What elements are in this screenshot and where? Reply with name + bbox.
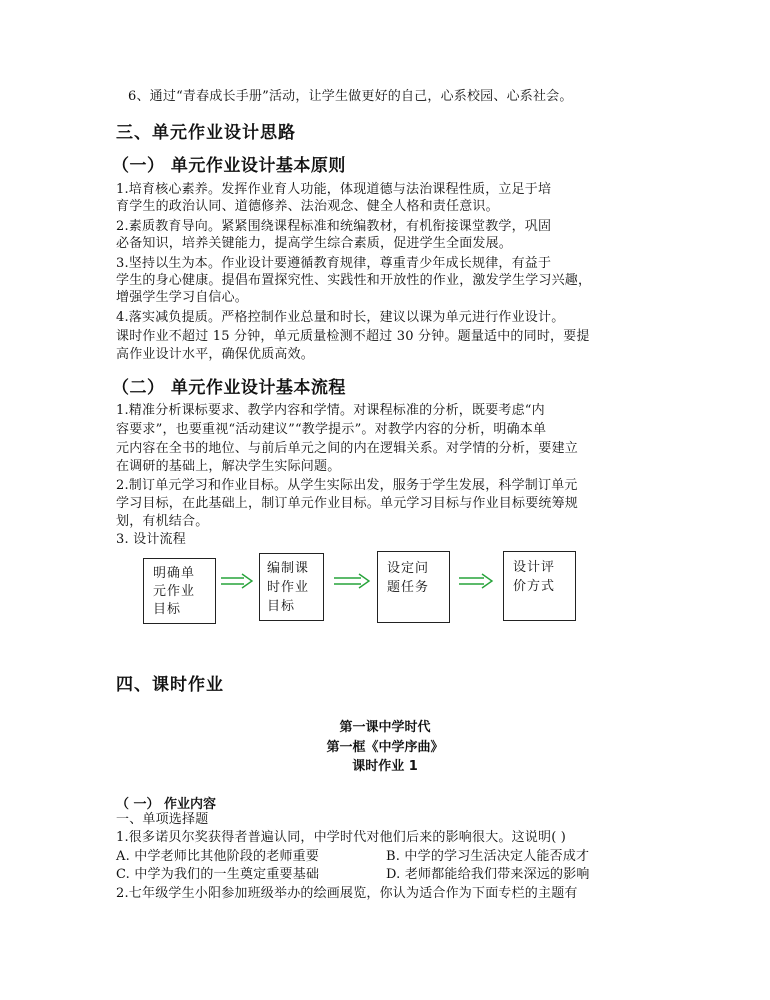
content-heading: （ 一） 作业内容 — [116, 797, 217, 812]
principle-line: 4.落实减负提质。严格控制作业总量和时长，建议以课为单元进行作业设计。 — [116, 310, 565, 325]
question-2: 2.七年级学生小阳参加班级举办的绘画展览，你认为适合作为下面专栏的主题有 — [116, 886, 578, 901]
question-1: 1.很多诺贝尔奖获得者普遍认同，中学时代对他们后来的影响很大。这说明( ) — [116, 830, 567, 845]
flow-step-text: 题任务 — [387, 580, 430, 595]
flow-step-text: 时作业 — [267, 580, 310, 595]
option-d: D. 老师都能给我们带来深远的影响 — [386, 867, 590, 882]
principle-line: 1.培育核心素养。发挥作业育人功能，体现道德与法治课程性质，立足于培 — [116, 182, 552, 197]
process-line: 学习目标，在此基础上，制订单元作业目标。单元学习目标与作业目标要统筹规 — [116, 496, 579, 511]
principle-line: 课时作业不超过 15 分钟，单元质量检测不超过 30 分钟。题量适中的同时，要提 — [116, 329, 590, 344]
flow-step-text: 元作业 — [153, 584, 196, 599]
section-3-heading: 三、单元作业设计思路 — [116, 123, 296, 143]
frame-title: 第一框《中学序曲》 — [326, 740, 444, 755]
option-a: A. 中学老师比其他阶段的老师重要 — [116, 849, 320, 864]
principle-line: 2.素质教育导向。紧紧围绕课程标准和统编教材，有机衔接课堂教学，巩固 — [116, 219, 552, 234]
process-line: 3. 设计流程 — [116, 532, 186, 547]
flow-arrow-icon — [333, 573, 371, 589]
principle-line: 3.坚持以生为本。作业设计要遵循教育规律，尊重青少年成长规律，有益于 — [116, 256, 552, 271]
flow-step-box — [503, 551, 576, 621]
principle-line: 增强学生学习自信心。 — [116, 290, 249, 305]
process-line: 容要求”，也要重视“活动建议”“教学提示”。对教学内容的分析，明确本单 — [116, 422, 547, 437]
flow-step-box — [259, 553, 324, 621]
process-line: 1.精准分析课标要求、教学内容和学情。对课程标准的分析，既要考虑“内 — [116, 403, 545, 418]
section-4-heading: 四、课时作业 — [116, 675, 224, 695]
flow-step-text: 目标 — [267, 599, 296, 614]
subsection-2-heading: （二） 单元作业设计基本流程 — [112, 378, 346, 398]
flow-arrow-icon — [458, 573, 494, 589]
principle-line: 必备知识，培养关键能力，提高学生综合素质，促进学生全面发展。 — [116, 236, 513, 251]
flow-step-box — [377, 551, 450, 623]
question-type: 一、单项选择题 — [116, 812, 209, 827]
principle-line: 育学生的政治认同、道德修养、法治观念、健全人格和责任意识。 — [116, 199, 499, 214]
flow-step-text: 明确单 — [153, 566, 196, 581]
flow-step-text: 目标 — [153, 602, 182, 617]
flow-step-box — [143, 558, 216, 624]
flow-step-text: 价方式 — [513, 579, 556, 594]
intro-line: 6、通过“青春成长手册”活动，让学生做更好的自己，心系校园、心系社会。 — [128, 89, 573, 104]
flow-step-text: 设定问 — [387, 561, 430, 576]
process-line: 划，有机结合。 — [116, 514, 209, 529]
lesson-title: 第一课中学时代 — [339, 720, 431, 735]
flow-step-text: 编制课 — [267, 561, 310, 576]
process-line: 2.制订单元学习和作业目标。从学生实际出发，服务于学生发展，科学制订单元 — [116, 478, 578, 493]
option-b: B. 中学的学习生活决定人能否成才 — [386, 849, 590, 864]
homework-title: 课时作业 1 — [352, 759, 418, 774]
flow-step-text: 设计评 — [513, 560, 556, 575]
principle-line: 学生的身心健康。提倡布置探究性、实践性和开放性的作业，激发学生学习兴趣， — [116, 273, 592, 288]
subsection-1-heading: （一） 单元作业设计基本原则 — [112, 156, 346, 176]
process-line: 在调研的基础上，解决学生实际问题。 — [116, 459, 341, 474]
flow-arrow-icon — [220, 573, 254, 589]
process-line: 元内容在全书的地位、与前后单元之间的内在逻辑关系。对学情的分析，要建立 — [116, 441, 579, 456]
principle-line: 高作业设计水平，确保优质高效。 — [116, 347, 315, 362]
option-c: C. 中学为我们的一生奠定重要基础 — [116, 867, 320, 882]
